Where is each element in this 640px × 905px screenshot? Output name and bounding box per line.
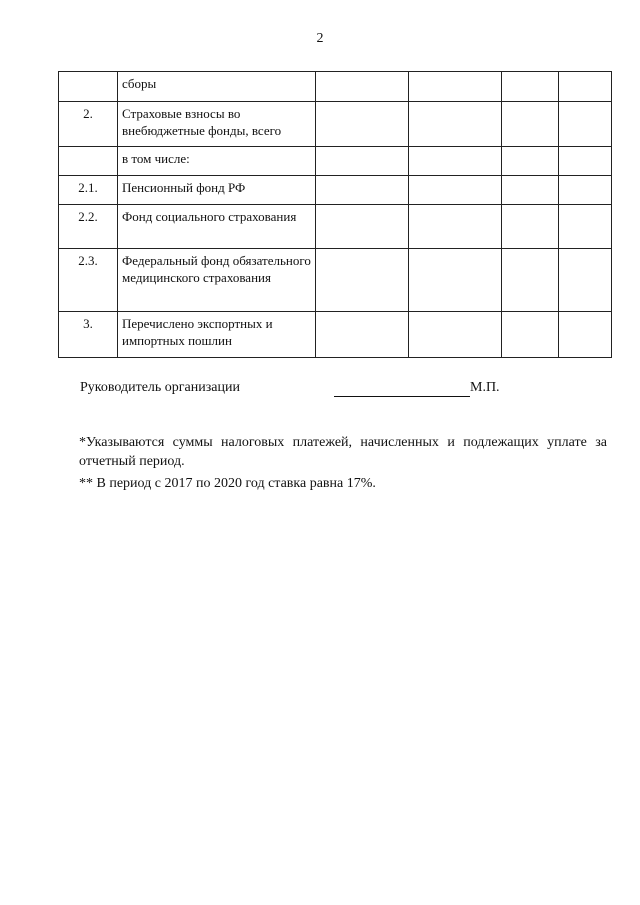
row-number [59, 72, 118, 102]
value-cell [409, 205, 502, 249]
value-cell [409, 312, 502, 358]
row-name: в том числе: [118, 147, 316, 176]
value-cell [316, 205, 409, 249]
table-row [59, 102, 612, 147]
page-number: 2 [316, 31, 324, 46]
value-cell [502, 312, 559, 358]
row-number [59, 147, 118, 176]
row-number: 3. [59, 312, 118, 358]
row-name: Фонд социального страхования [118, 205, 316, 249]
value-cell [559, 176, 612, 205]
value-cell [502, 176, 559, 205]
table-row [59, 176, 612, 205]
value-cell [502, 249, 559, 312]
footnote: *Указываются суммы налоговых платежей, начисленных и подлежащих уплате за отчетный период. [79, 435, 607, 469]
table-row [59, 249, 612, 312]
row-number: 2.1. [59, 176, 118, 205]
value-cell [502, 102, 559, 147]
row-name: Федеральный фонд обязательного медицинского страхования [118, 249, 316, 312]
value-cell [316, 147, 409, 176]
value-cell [316, 72, 409, 102]
value-cell [409, 176, 502, 205]
value-cell [559, 147, 612, 176]
value-cell [409, 249, 502, 312]
value-cell [559, 249, 612, 312]
table-row [59, 72, 612, 102]
stamp-label: М.П. [470, 380, 500, 395]
value-cell [316, 102, 409, 147]
signature-line [334, 396, 470, 397]
row-name: сборы [118, 72, 316, 102]
table-row [59, 147, 612, 176]
row-number: 2.2. [59, 205, 118, 249]
table-row [59, 312, 612, 358]
value-cell [316, 249, 409, 312]
value-cell [502, 72, 559, 102]
value-cell [409, 102, 502, 147]
footnote: ** В период с 2017 по 2020 год ставка равна 17%. [79, 476, 376, 491]
value-cell [559, 312, 612, 358]
row-number: 2.3. [59, 249, 118, 312]
value-cell [316, 312, 409, 358]
row-number: 2. [59, 102, 118, 147]
value-cell [316, 176, 409, 205]
tax-payments-table [58, 71, 612, 358]
value-cell [559, 205, 612, 249]
signature-label: Руководитель организации [80, 380, 240, 395]
value-cell [502, 147, 559, 176]
value-cell [559, 72, 612, 102]
value-cell [409, 147, 502, 176]
row-name: Перечислено экспортных и импортных пошлин [118, 312, 316, 358]
row-name: Пенсионный фонд РФ [118, 176, 316, 205]
table-row [59, 205, 612, 249]
value-cell [502, 205, 559, 249]
row-name: Страховые взносы во внебюджетные фонды, всего [118, 102, 316, 147]
value-cell [409, 72, 502, 102]
value-cell [559, 102, 612, 147]
